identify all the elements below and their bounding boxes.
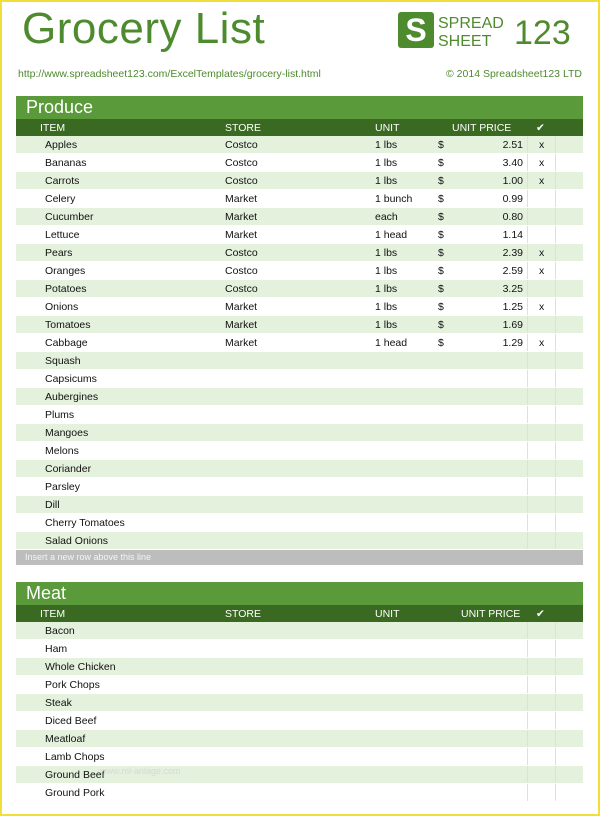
column-divider — [527, 676, 528, 693]
unit-cell: 1 head — [375, 229, 408, 241]
column-divider — [527, 766, 528, 783]
table-row[interactable] — [16, 226, 583, 244]
col-store-header: STORE — [225, 608, 261, 620]
item-cell: Dill — [45, 499, 60, 511]
item-cell: Whole Chicken — [45, 661, 116, 673]
column-divider — [555, 208, 556, 225]
unit-price-cell: 0.80 — [502, 211, 523, 223]
unit-price-cell: 1.25 — [502, 301, 523, 313]
currency-symbol: $ — [438, 175, 444, 187]
column-divider — [555, 262, 556, 279]
column-divider — [555, 622, 556, 639]
column-divider — [555, 784, 556, 801]
store-cell: Market — [225, 301, 258, 313]
item-cell: Ground Beef — [45, 769, 105, 781]
table-row[interactable] — [16, 154, 583, 172]
item-cell: Oranges — [45, 265, 86, 277]
table-row[interactable] — [16, 406, 583, 424]
currency-symbol: $ — [438, 211, 444, 223]
item-cell: Capsicums — [45, 373, 97, 385]
table-row[interactable] — [16, 730, 583, 748]
store-cell: Market — [225, 319, 258, 331]
column-divider — [527, 784, 528, 801]
item-cell: Cucumber — [45, 211, 94, 223]
column-divider — [527, 748, 528, 765]
column-divider — [555, 424, 556, 441]
item-cell: Bananas — [45, 157, 87, 169]
item-cell: Plums — [45, 409, 75, 421]
item-cell: Lamb Chops — [45, 751, 105, 763]
item-cell: Diced Beef — [45, 715, 97, 727]
table-row[interactable] — [16, 622, 583, 640]
column-divider — [527, 190, 528, 207]
table-row[interactable] — [16, 532, 583, 550]
table-row[interactable] — [16, 136, 583, 154]
unit-cell: 1 lbs — [375, 283, 398, 295]
column-divider — [555, 496, 556, 513]
logo-line1: SPREAD — [438, 15, 504, 32]
col-store-header: STORE — [225, 122, 261, 134]
column-divider — [527, 262, 528, 279]
column-divider — [555, 730, 556, 747]
item-cell: Celery — [45, 193, 76, 205]
column-divider — [527, 712, 528, 729]
column-divider — [527, 154, 528, 171]
unit-cell: 1 lbs — [375, 157, 398, 169]
item-cell: Cherry Tomatoes — [45, 517, 125, 529]
currency-symbol: $ — [438, 247, 444, 259]
column-divider — [527, 370, 528, 387]
table-row[interactable] — [16, 676, 583, 694]
column-divider — [527, 172, 528, 189]
column-divider — [555, 406, 556, 423]
item-cell: Ground Pork — [45, 787, 105, 799]
currency-symbol: $ — [438, 139, 444, 151]
table-row[interactable] — [16, 280, 583, 298]
store-cell: Costco — [225, 283, 258, 295]
col-item-header: ITEM — [40, 122, 66, 134]
column-divider — [527, 640, 528, 657]
logo-number: 123 — [514, 14, 571, 48]
unit-cell: 1 lbs — [375, 265, 398, 277]
item-cell: Onions — [45, 301, 79, 313]
item-cell: Apples — [45, 139, 78, 151]
column-divider — [527, 514, 528, 531]
item-cell: Aubergines — [45, 391, 99, 403]
unit-price-cell: 1.69 — [502, 319, 523, 331]
store-cell: Market — [225, 337, 258, 349]
item-cell: Squash — [45, 355, 81, 367]
column-divider — [555, 298, 556, 315]
column-divider — [555, 352, 556, 369]
table-row[interactable] — [16, 172, 583, 190]
column-divider — [555, 226, 556, 243]
column-divider — [527, 478, 528, 495]
store-cell: Costco — [225, 175, 258, 187]
column-divider — [527, 532, 528, 549]
column-divider — [527, 730, 528, 747]
check-cell: x — [539, 247, 545, 259]
column-divider — [555, 712, 556, 729]
item-cell: Lettuce — [45, 229, 80, 241]
table-row[interactable] — [16, 316, 583, 334]
item-cell: Carrots — [45, 175, 80, 187]
check-cell: x — [539, 157, 545, 169]
item-cell: Salad Onions — [45, 535, 109, 547]
unit-cell: 1 lbs — [375, 247, 398, 259]
column-divider — [527, 424, 528, 441]
table-row[interactable] — [16, 694, 583, 712]
store-cell: Costco — [225, 139, 258, 151]
col-check-header-icon: ✔ — [536, 608, 545, 620]
currency-symbol: $ — [438, 283, 444, 295]
item-cell: Parsley — [45, 481, 81, 493]
column-divider — [527, 406, 528, 423]
table-row[interactable] — [16, 712, 583, 730]
unit-price-cell: 2.39 — [502, 247, 523, 259]
column-divider — [555, 676, 556, 693]
check-cell: x — [539, 301, 545, 313]
col-check-header-icon: ✔ — [536, 122, 545, 134]
column-divider — [527, 226, 528, 243]
column-divider — [555, 460, 556, 477]
currency-symbol: $ — [438, 157, 444, 169]
item-cell: Potatoes — [45, 283, 87, 295]
unit-price-cell: 3.40 — [502, 157, 523, 169]
unit-price-cell: 2.51 — [502, 139, 523, 151]
page-title: Grocery List — [22, 4, 266, 53]
unit-cell: 1 lbs — [375, 175, 398, 187]
table-row[interactable] — [16, 208, 583, 226]
unit-price-cell: 3.25 — [502, 283, 523, 295]
col-unit-price-header: UNIT PRICE — [461, 608, 521, 620]
item-cell: Mangoes — [45, 427, 89, 439]
item-cell: Cabbage — [45, 337, 88, 349]
unit-cell: 1 lbs — [375, 139, 398, 151]
col-unit-header: UNIT — [375, 122, 400, 134]
table-row[interactable] — [16, 748, 583, 766]
watermark-text: www.ml-anlage.com — [100, 766, 181, 776]
unit-cell: 1 bunch — [375, 193, 413, 205]
column-header-row — [16, 605, 583, 622]
unit-price-cell: 1.14 — [502, 229, 523, 241]
column-divider — [527, 298, 528, 315]
currency-symbol: $ — [438, 193, 444, 205]
insert-row-bar[interactable]: Insert a new row above this line — [16, 550, 583, 565]
column-divider — [555, 388, 556, 405]
table-row[interactable] — [16, 388, 583, 406]
column-divider — [555, 514, 556, 531]
store-cell: Market — [225, 229, 258, 241]
check-cell: x — [539, 139, 545, 151]
check-cell: x — [539, 337, 545, 349]
logo-line2: SHEET — [438, 33, 492, 48]
column-divider — [555, 370, 556, 387]
produce-section — [16, 96, 583, 565]
column-divider — [555, 334, 556, 351]
item-cell: Ham — [45, 643, 68, 655]
item-cell: Coriander — [45, 463, 92, 475]
currency-symbol: $ — [438, 229, 444, 241]
column-divider — [527, 244, 528, 261]
column-divider — [555, 442, 556, 459]
table-row[interactable] — [16, 424, 583, 442]
column-divider — [555, 172, 556, 189]
item-cell: Pork Chops — [45, 679, 100, 691]
template-url-link[interactable]: http://www.spreadsheet123.com/ExcelTemplates/grocery-list.html — [18, 68, 321, 80]
check-cell: x — [539, 175, 545, 187]
table-row[interactable] — [16, 640, 583, 658]
unit-cell: 1 lbs — [375, 301, 398, 313]
column-divider — [555, 532, 556, 549]
currency-symbol: $ — [438, 301, 444, 313]
unit-price-cell: 1.00 — [502, 175, 523, 187]
table-row[interactable] — [16, 352, 583, 370]
col-unit-header: UNIT — [375, 608, 400, 620]
unit-cell: each — [375, 211, 398, 223]
column-divider — [527, 352, 528, 369]
section-title: Produce — [16, 96, 583, 119]
table-row[interactable] — [16, 262, 583, 280]
item-cell: Melons — [45, 445, 79, 457]
check-cell: x — [539, 265, 545, 277]
item-cell: Bacon — [45, 625, 75, 637]
column-divider — [555, 766, 556, 783]
logo-s-glyph: S — [405, 12, 427, 48]
item-cell: Steak — [45, 697, 72, 709]
table-row[interactable] — [16, 784, 583, 802]
column-divider — [555, 640, 556, 657]
unit-price-cell: 2.59 — [502, 265, 523, 277]
column-divider — [527, 208, 528, 225]
column-divider — [527, 658, 528, 675]
column-divider — [527, 334, 528, 351]
table-row[interactable] — [16, 190, 583, 208]
currency-symbol: $ — [438, 337, 444, 349]
item-cell: Pears — [45, 247, 73, 259]
copyright-text: © 2014 Spreadsheet123 LTD — [446, 68, 582, 80]
column-divider — [555, 136, 556, 153]
table-row[interactable] — [16, 478, 583, 496]
column-divider — [555, 244, 556, 261]
column-divider — [527, 136, 528, 153]
column-divider — [527, 694, 528, 711]
column-divider — [555, 658, 556, 675]
column-divider — [527, 316, 528, 333]
item-cell: Tomatoes — [45, 319, 91, 331]
table-row[interactable] — [16, 442, 583, 460]
produce-rows — [16, 136, 583, 550]
table-row[interactable] — [16, 658, 583, 676]
table-row[interactable] — [16, 496, 583, 514]
column-divider — [555, 154, 556, 171]
column-divider — [555, 316, 556, 333]
unit-cell: 1 head — [375, 337, 408, 349]
col-unit-price-header: UNIT PRICE — [452, 122, 512, 134]
column-divider — [527, 496, 528, 513]
col-item-header: ITEM — [40, 608, 66, 620]
column-divider — [527, 442, 528, 459]
column-divider — [555, 478, 556, 495]
table-row[interactable] — [16, 244, 583, 262]
column-divider — [527, 622, 528, 639]
item-cell: Meatloaf — [45, 733, 86, 745]
column-divider — [555, 694, 556, 711]
unit-price-cell: 0.99 — [502, 193, 523, 205]
spreadsheet123-logo[interactable] — [398, 12, 580, 48]
table-row[interactable] — [16, 370, 583, 388]
store-cell: Costco — [225, 247, 258, 259]
store-cell: Costco — [225, 265, 258, 277]
store-cell: Market — [225, 193, 258, 205]
store-cell: Costco — [225, 157, 258, 169]
section-title: Meat — [16, 582, 583, 605]
unit-cell: 1 lbs — [375, 319, 398, 331]
unit-price-cell: 1.29 — [502, 337, 523, 349]
column-divider — [555, 280, 556, 297]
table-row[interactable] — [16, 460, 583, 478]
column-divider — [555, 190, 556, 207]
table-row[interactable] — [16, 334, 583, 352]
column-divider — [527, 388, 528, 405]
table-row[interactable] — [16, 514, 583, 532]
store-cell: Market — [225, 211, 258, 223]
currency-symbol: $ — [438, 319, 444, 331]
column-divider — [527, 460, 528, 477]
column-divider — [555, 748, 556, 765]
table-row[interactable] — [16, 298, 583, 316]
currency-symbol: $ — [438, 265, 444, 277]
column-divider — [527, 280, 528, 297]
column-header-row — [16, 119, 583, 136]
